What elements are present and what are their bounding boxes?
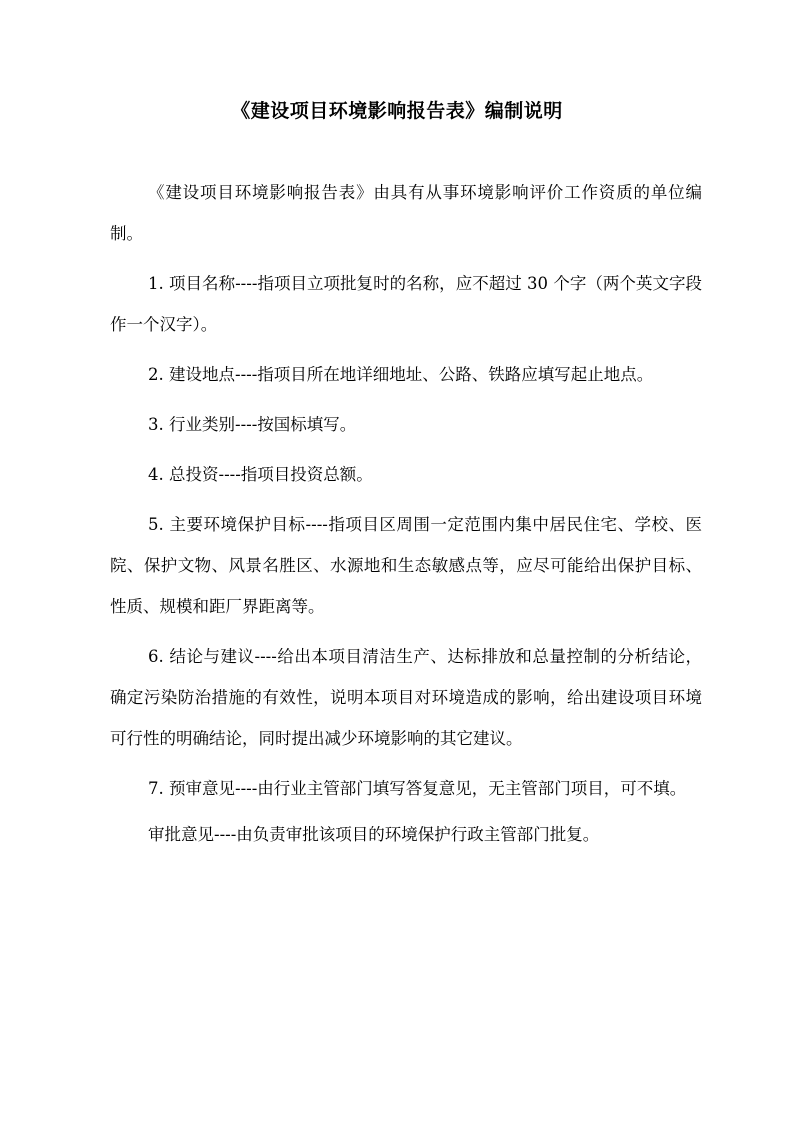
paragraph-item-5-protection-targets: 5. 主要环境保护目标----指项目区周围一定范围内集中居民住宅、学校、医院、保护文物、风景名胜区、水源地和生态敏感点等，应尽可能给出保护目标、性质、规模和距厂界距离等。 xyxy=(110,515,702,616)
document-title: 《建设项目环境影响报告表》编制说明 xyxy=(231,100,563,122)
document-body xyxy=(110,172,702,864)
paragraph-approval-opinion: 审批意见----由负责审批该项目的环境保护行政主管部门批复。 xyxy=(148,825,600,844)
paragraph-intro: 《建设项目环境影响报告表》由具有从事环境影响评价工作资质的单位编制。 xyxy=(110,183,702,243)
paragraph-item-4-investment: 4. 总投资----指项目投资总额。 xyxy=(148,465,373,484)
paragraph-item-6-conclusion: 6. 结论与建议----给出本项目清洁生产、达标排放和总量控制的分析结论，确定污染防治措施的有效性，说明本项目对环境造成的影响，给出建设项目环境可行性的明确结论，同时提出减少环境影响的其它建议。 xyxy=(110,647,702,748)
paragraph-item-1-project-name: 1. 项目名称----指项目立项批复时的名称，应不超过 30 个字（两个英文字段作一个汉字）。 xyxy=(110,274,702,334)
paragraph-item-2-location: 2. 建设地点----指项目所在地详细地址、公路、铁路应填写起止地点。 xyxy=(148,365,654,384)
paragraph-item-3-industry: 3. 行业类别----按国标填写。 xyxy=(148,415,357,434)
paragraph-item-7-pre-review: 7. 预审意见----由行业主管部门填写答复意见，无主管部门项目，可不填。 xyxy=(148,779,687,798)
